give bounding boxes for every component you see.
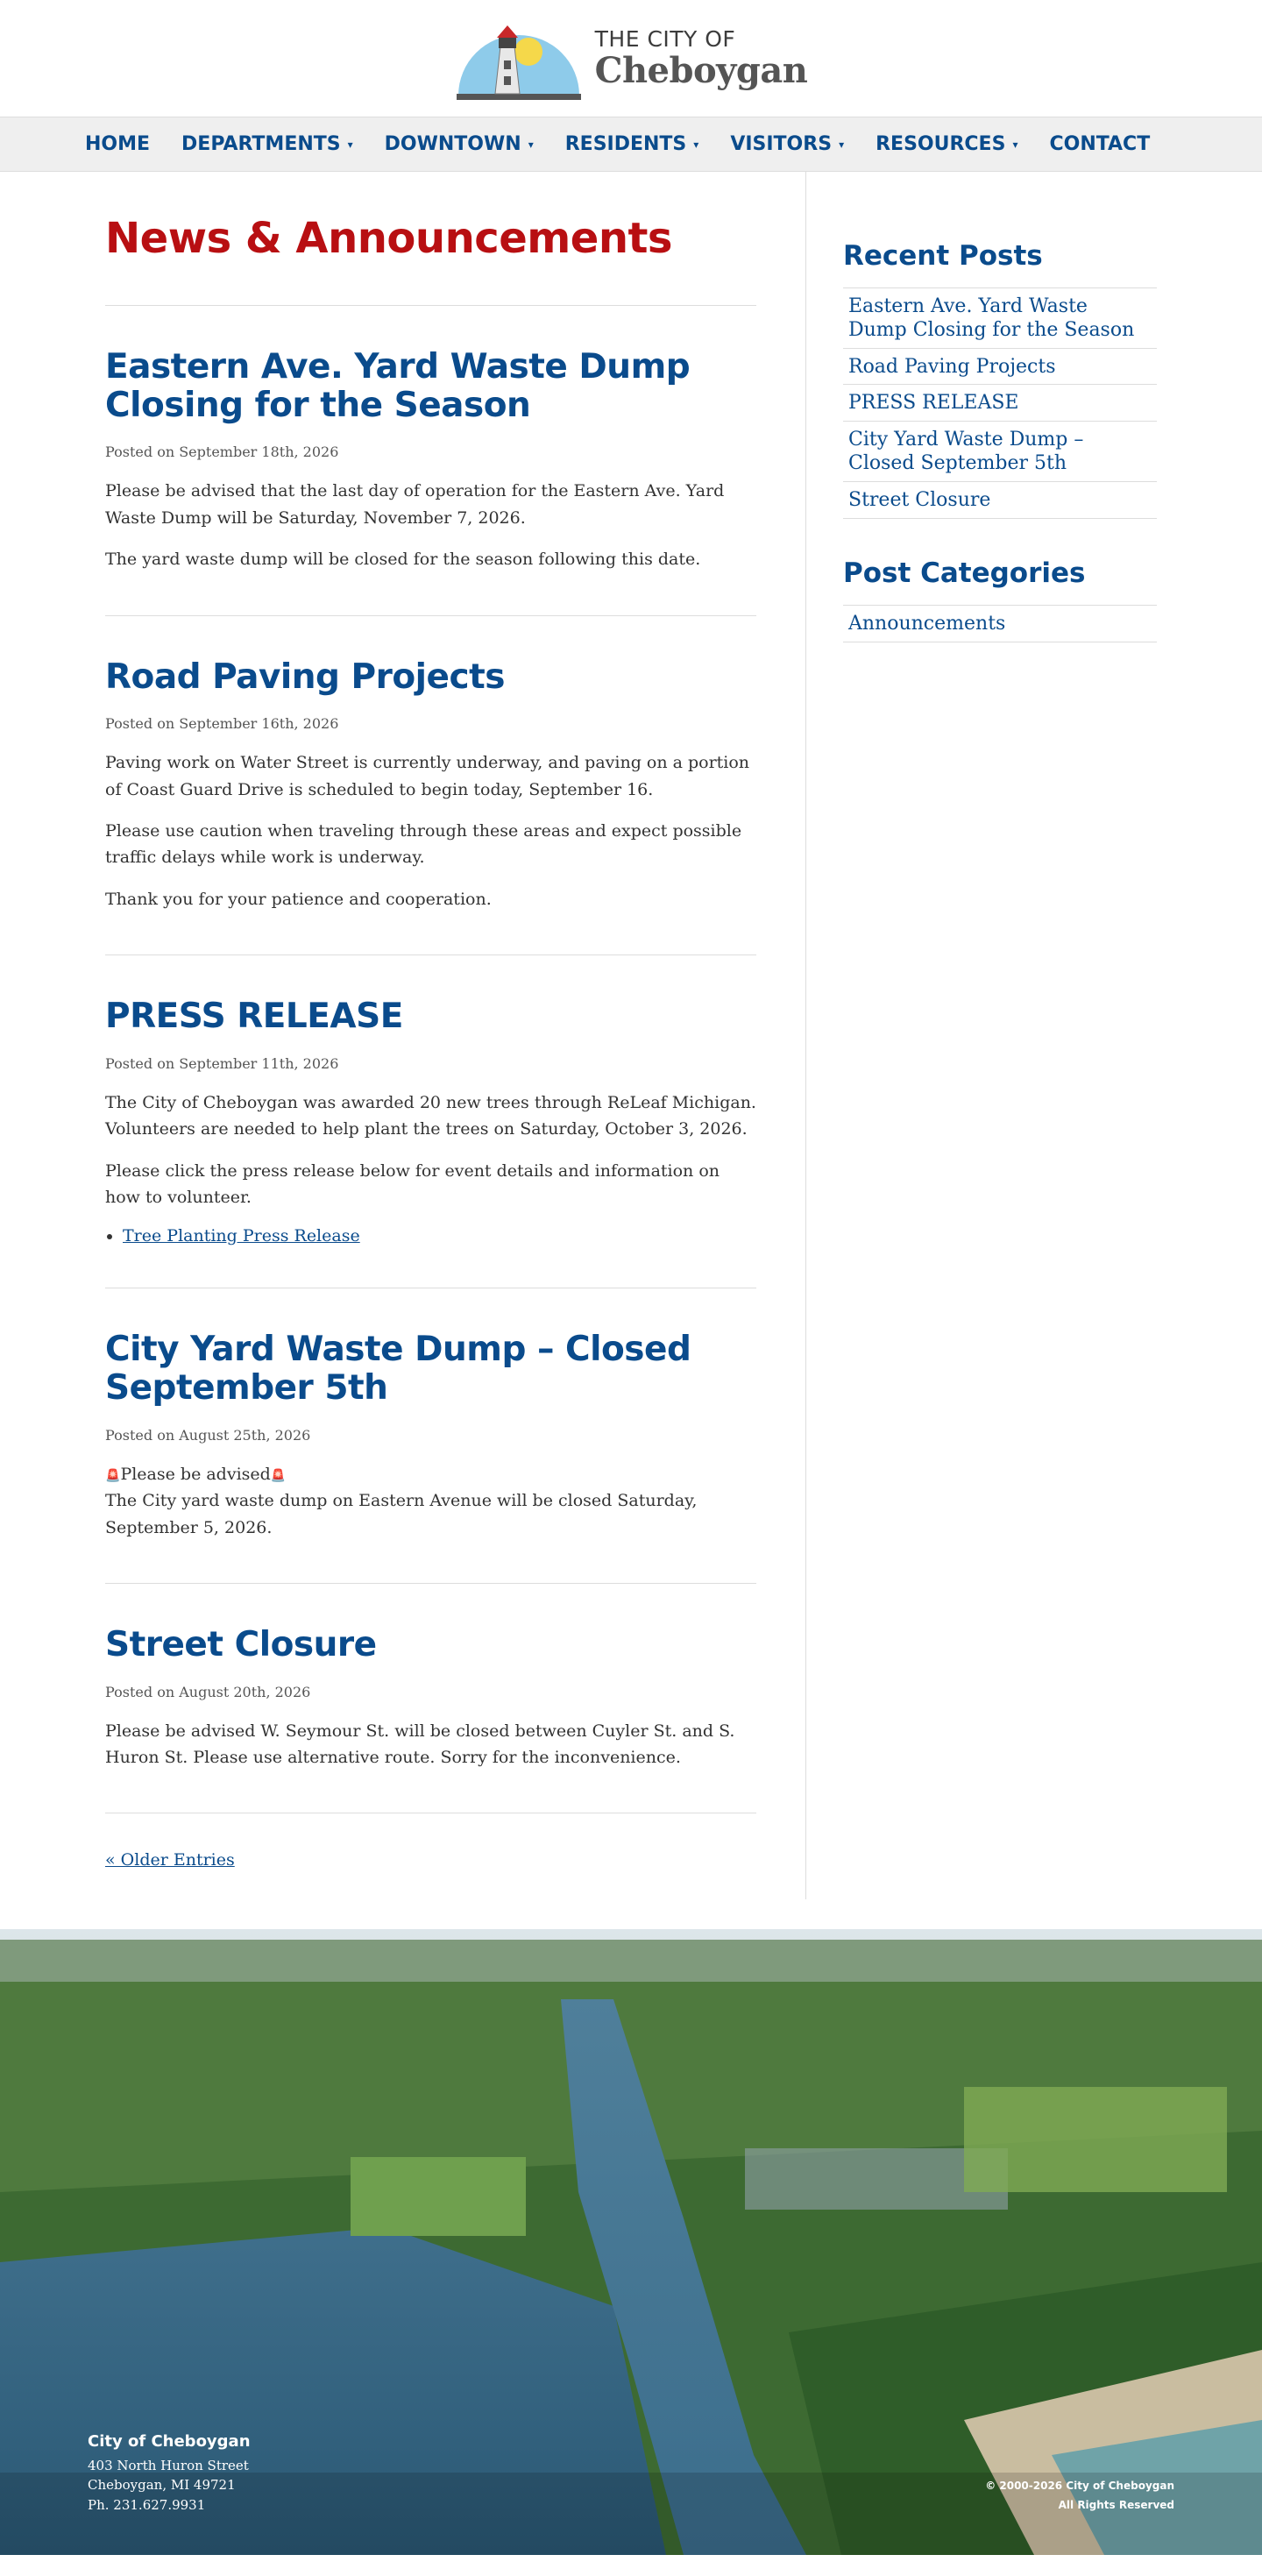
older-entries-link[interactable]: « Older Entries (105, 1850, 235, 1870)
footer-street: 403 North Huron Street (88, 2457, 249, 2473)
post-paragraph: Please be advised W. Seymour St. will be closed between Cuyler St. and S. Huron St. Please use alternative route. Sorry for the inconvenience. (105, 1721, 735, 1767)
post-date: Posted on September 18th, 2026 (105, 444, 339, 461)
attachment-list (123, 1226, 756, 1245)
list-item (123, 1226, 756, 1245)
nav-item-resources[interactable] (876, 133, 1017, 155)
post (105, 955, 756, 1288)
press-release-link[interactable]: Tree Planting Press Release (123, 1226, 360, 1246)
post-paragraph: The yard waste dump will be closed for the season following this date. (105, 550, 701, 570)
post-categories-list (843, 605, 1157, 642)
page-title: News & Announcements (105, 214, 756, 306)
main-content (0, 172, 806, 1899)
footer-city: Cheboygan, MI 49721 (88, 2477, 236, 2494)
post-paragraph: Paving work on Water Street is currently underway, and paving on a portion of Coast Guard Drive is scheduled to begin today, September 16. (105, 753, 750, 799)
post (105, 1288, 756, 1584)
caret-down-icon: ▾ (528, 138, 534, 151)
site-footer (0, 1929, 1262, 2555)
recent-post-link[interactable]: Street Closure (843, 482, 1157, 519)
siren-icon: 🚨 (105, 1468, 121, 1483)
footer-org-name: City of Cheboygan (88, 2431, 251, 2451)
caret-down-icon: ▾ (1012, 138, 1018, 151)
siren-icon: 🚨 (270, 1468, 287, 1483)
post-date: Posted on September 16th, 2026 (105, 715, 339, 733)
caret-down-icon: ▾ (693, 138, 699, 151)
nav-item-home[interactable] (85, 133, 150, 155)
post-categories-title: Post Categories (843, 557, 1086, 589)
nav-item-visitors[interactable] (730, 133, 844, 155)
recent-posts-list (843, 287, 1157, 519)
post (105, 1584, 756, 1813)
main-nav (0, 117, 1262, 172)
footer-contact (88, 2432, 251, 2516)
site-header (0, 0, 1262, 117)
nav-label: VISITORS (730, 133, 833, 155)
post-title[interactable]: Road Paving Projects (105, 656, 505, 697)
nav-label: DEPARTMENTS (181, 133, 341, 155)
post-title[interactable]: Eastern Ave. Yard Waste Dump Closing for the Season (105, 347, 691, 425)
nav-label: RESOURCES (876, 133, 1006, 155)
post-body (105, 1718, 756, 1771)
nav-item-residents[interactable] (565, 133, 699, 155)
post-paragraph: Please use caution when traveling through these areas and expect possible traffic delays while work is underway. (105, 820, 742, 868)
post-body (105, 1461, 756, 1541)
post (105, 616, 756, 956)
nav-label: DOWNTOWN (384, 133, 521, 155)
recent-post-link[interactable]: City Yard Waste Dump – Closed September 5th (843, 422, 1157, 482)
post-title[interactable]: PRESS RELEASE (105, 997, 403, 1037)
post-title[interactable]: Street Closure (105, 1624, 377, 1664)
pagination (105, 1813, 756, 1870)
advised-text: Please be advised (120, 1464, 271, 1484)
post-paragraph: Please be advised that the last day of operation for the Eastern Ave. Yard Waste Dump will be Saturday, November 7, 2026. (105, 481, 725, 528)
caret-down-icon: ▾ (347, 138, 353, 151)
recent-post-link[interactable]: Road Paving Projects (843, 349, 1157, 386)
post (105, 306, 756, 616)
post-paragraph: The City of Cheboygan was awarded 20 new trees through ReLeaf Michigan. Volunteers are needed to help plant the trees on Saturday, October 3, 2026. (105, 1092, 756, 1139)
post-body (105, 1089, 756, 1246)
post-paragraph: Thank you for your patience and cooperation. (105, 889, 492, 909)
nav-item-downtown[interactable] (385, 133, 534, 155)
post-paragraph (105, 1461, 756, 1541)
nav-label: CONTACT (1049, 133, 1151, 155)
nav-label: HOME (85, 133, 151, 155)
page-wrap (0, 172, 1262, 1899)
post-paragraph: Please click the press release below for event details and information on how to volunteer. (105, 1160, 720, 1207)
nav-item-contact[interactable] (1049, 133, 1150, 155)
rights-text: All Rights Reserved (1058, 2498, 1174, 2511)
nav-item-departments[interactable] (181, 133, 353, 155)
post-body (105, 478, 756, 572)
post-text: The City yard waste dump on Eastern Avenue will be closed Saturday, September 5, 2026. (105, 1491, 698, 1537)
logo-city-name: Cheboygan (594, 50, 808, 91)
site-logo[interactable] (455, 17, 808, 101)
recent-post-link[interactable]: Eastern Ave. Yard Waste Dump Closing for the Season (843, 288, 1157, 349)
recent-posts-title: Recent Posts (843, 240, 1043, 272)
category-link[interactable]: Announcements (843, 606, 1157, 642)
nav-label: RESIDENTS (564, 133, 687, 155)
post-body (105, 749, 756, 912)
copyright-text: © 2000-2026 City of Cheboygan (985, 2480, 1174, 2493)
footer-phone[interactable]: Ph. 231.627.9931 (88, 2496, 206, 2513)
lighthouse-logo-icon (455, 17, 583, 101)
post-title[interactable]: City Yard Waste Dump – Closed September 5th (105, 1330, 691, 1409)
caret-down-icon: ▾ (839, 138, 845, 151)
post-date: Posted on August 25th, 2026 (105, 1426, 311, 1444)
footer-copyright (985, 2477, 1174, 2515)
logo-tagline: THE CITY OF (594, 26, 736, 52)
post-date: Posted on August 20th, 2026 (105, 1683, 311, 1700)
sidebar (806, 172, 1262, 1899)
post-date: Posted on September 11th, 2026 (105, 1054, 339, 1072)
recent-post-link[interactable]: PRESS RELEASE (843, 385, 1157, 422)
